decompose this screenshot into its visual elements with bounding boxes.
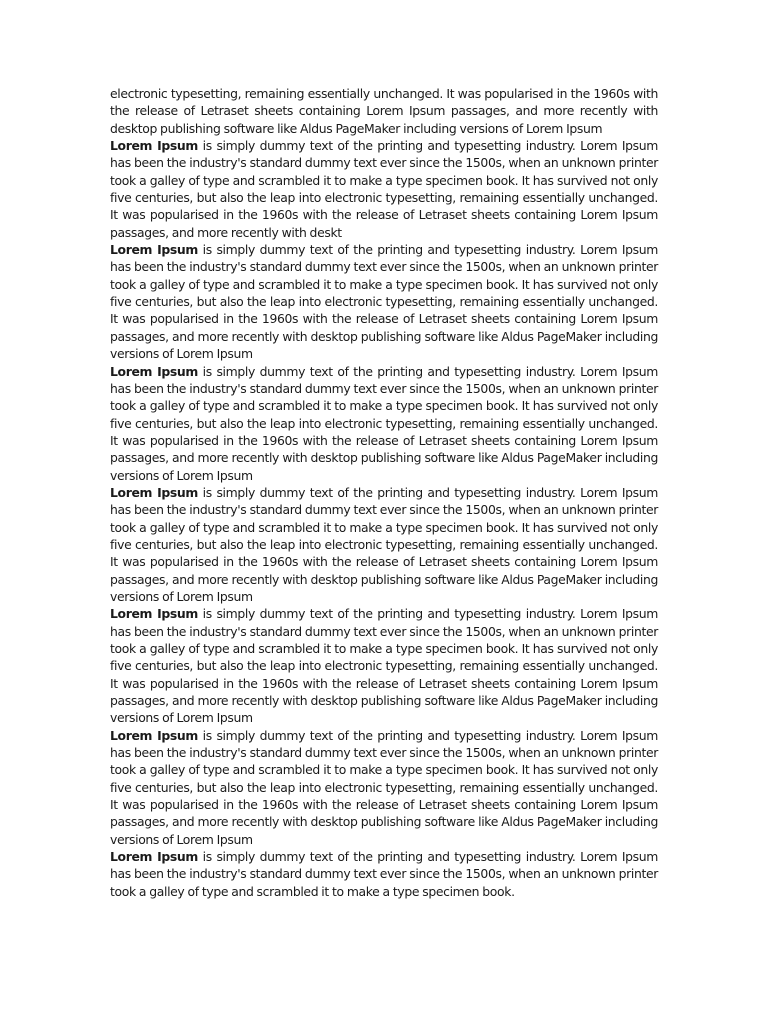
paragraph-text: is simply dummy text of the printing and typesetting industry. Lorem Ipsum has been the industry's standard dummy text ever since the 1500s, when an unknown printer took a galley of type and scrambled it to make a type specimen book. It has survived not only five centuries, but also the leap into electronic typesetting, remaining essentially unchanged. It was popularised in the 1960s with the release of Letraset sheets containing Lorem Ipsum passages, and more recently with desktop publishing software like Aldus PageMaker including versions of Lorem Ipsum — [110, 484, 658, 604]
paragraph-lead: Lorem Ipsum — [110, 849, 198, 865]
body-paragraph — [110, 484, 658, 605]
body-paragraph — [110, 848, 658, 900]
document-page — [110, 85, 658, 900]
paragraph-text: is simply dummy text of the printing and typesetting industry. Lorem Ipsum has been the industry's standard dummy text ever since the 1500s, when an unknown printer took a galley of type and scrambled it to make a type specimen book. It has survived not only five centuries, but also the leap into electronic typesetting, remaining essentially unchanged. It was popularised in the 1960s with the release of Letraset sheets containing Lorem Ipsum passages, and more recently with desktop publishing software like Aldus PageMaker including versions of Lorem Ipsum — [110, 727, 658, 847]
paragraph-lead: Lorem Ipsum — [110, 727, 198, 743]
paragraph-lead: Lorem Ipsum — [110, 242, 198, 258]
paragraph-text: is simply dummy text of the printing and typesetting industry. Lorem Ipsum has been the industry's standard dummy text ever since the 1500s, when an unknown printer took a galley of type and scrambled it to make a type specimen book. It has survived not only five centuries, but also the leap into electronic typesetting, remaining essentially unchanged. It was popularised in the 1960s with the release of Letraset sheets containing Lorem Ipsum passages, and more recently with deskt — [110, 138, 658, 240]
paragraph-lead: Lorem Ipsum — [110, 484, 198, 500]
paragraph-lead: Lorem Ipsum — [110, 363, 198, 379]
paragraph-text: is simply dummy text of the printing and typesetting industry. Lorem Ipsum has been the industry's standard dummy text ever since the 1500s, when an unknown printer took a galley of type and scrambled it to make a type specimen book. It has survived not only five centuries, but also the leap into electronic typesetting, remaining essentially unchanged. It was popularised in the 1960s with the release of Letraset sheets containing Lorem Ipsum passages, and more recently with desktop publishing software like Aldus PageMaker including versions of Lorem Ipsum — [110, 606, 658, 726]
body-paragraph — [110, 241, 658, 362]
body-paragraph — [110, 727, 658, 848]
body-paragraph — [110, 605, 658, 726]
body-paragraph — [110, 363, 658, 484]
paragraph-text: is simply dummy text of the printing and typesetting industry. Lorem Ipsum has been the industry's standard dummy text ever since the 1500s, when an unknown printer took a galley of type and scrambled it to make a type specimen book. It has survived not only five centuries, but also the leap into electronic typesetting, remaining essentially unchanged. It was popularised in the 1960s with the release of Letraset sheets containing Lorem Ipsum passages, and more recently with desktop publishing software like Aldus PageMaker including versions of Lorem Ipsum — [110, 242, 658, 362]
body-paragraph — [110, 137, 658, 241]
paragraph-lead: Lorem Ipsum — [110, 606, 198, 622]
paragraph-text: is simply dummy text of the printing and typesetting industry. Lorem Ipsum has been the industry's standard dummy text ever since the 1500s, when an unknown printer took a galley of type and scrambled it to make a type specimen book. — [110, 849, 658, 899]
intro-paragraph: electronic typesetting, remaining essentially unchanged. It was popularised in the 1960s with the release of Letraset sheets containing Lorem Ipsum passages, and more recently with desktop publishing software like Aldus PageMaker including versions of Lorem Ipsum — [110, 86, 658, 136]
paragraph-text: is simply dummy text of the printing and typesetting industry. Lorem Ipsum has been the industry's standard dummy text ever since the 1500s, when an unknown printer took a galley of type and scrambled it to make a type specimen book. It has survived not only five centuries, but also the leap into electronic typesetting, remaining essentially unchanged. It was popularised in the 1960s with the release of Letraset sheets containing Lorem Ipsum passages, and more recently with desktop publishing software like Aldus PageMaker including versions of Lorem Ipsum — [110, 363, 658, 483]
paragraph-lead: Lorem Ipsum — [110, 138, 198, 154]
